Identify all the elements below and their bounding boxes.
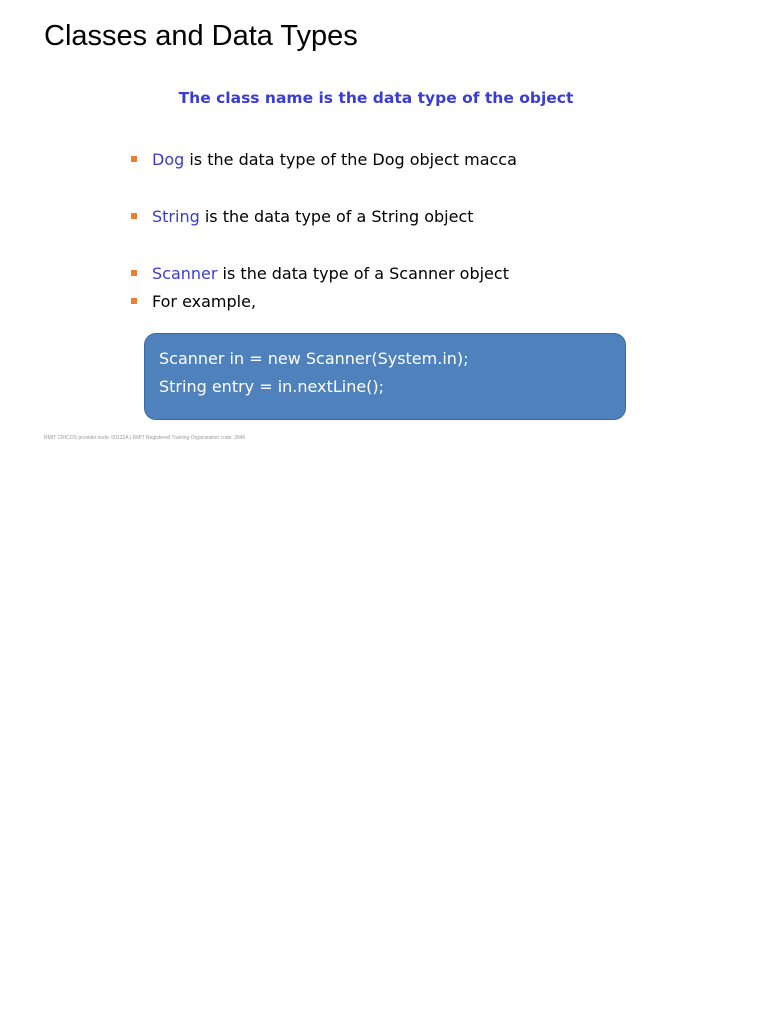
bullet-text — [152, 150, 517, 170]
slide-subtitle: The class name is the data type of the object — [178, 89, 574, 107]
code-line-1: Scanner in = new Scanner(System.in); — [159, 349, 469, 368]
bullet-marker-icon — [131, 270, 137, 276]
bullet-marker-icon — [131, 156, 137, 162]
bullet-keyword: Scanner — [152, 264, 218, 283]
code-line-2: String entry = in.nextLine(); — [159, 377, 385, 396]
bullet-marker-icon — [131, 213, 137, 219]
bullet-marker-icon — [131, 298, 137, 304]
bullet-text — [152, 207, 474, 227]
bullet-rest: For example, — [152, 292, 257, 311]
bullet-text — [152, 292, 256, 312]
footer-cricos-text: RMIT CRICOS provider code: 00122A | RMIT Registered Training Organisation code: 3046 — [44, 435, 246, 441]
slide-title: Classes and Data Types — [44, 20, 358, 52]
bullet-rest: is the data type of a Scanner object — [217, 264, 509, 283]
bullet-rest: is the data type of the Dog object macca — [184, 150, 517, 169]
bullet-keyword: String — [152, 207, 200, 226]
bullet-rest: is the data type of a String object — [199, 207, 474, 226]
bullet-text — [152, 264, 509, 284]
bullet-keyword: Dog — [152, 150, 185, 169]
code-example-box — [144, 333, 626, 420]
